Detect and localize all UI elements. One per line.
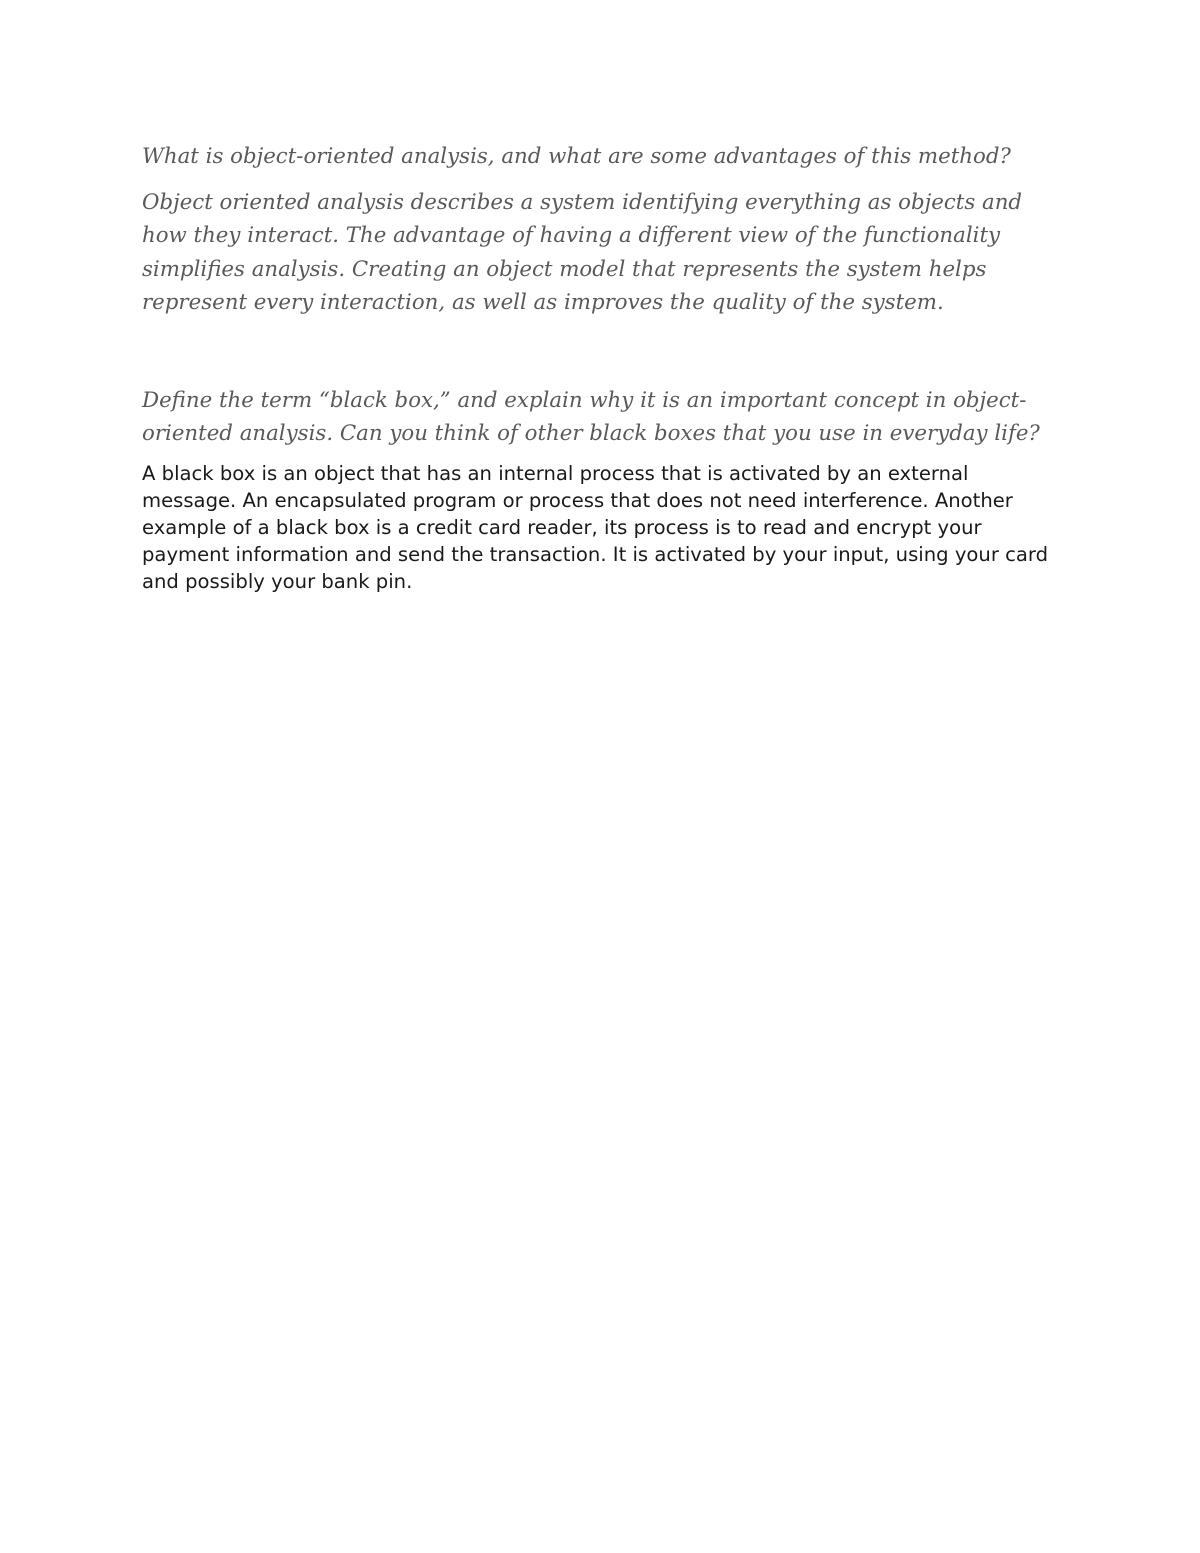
- question-1: What is object-oriented analysis, and what are some advantages of this method?: [142, 144, 1011, 169]
- document-body: [142, 140, 1062, 595]
- answer-2: A black box is an object that has an internal process that is activated by an external message. An encapsulated program or process that does not need interference. Another example of a black box is a credit card reader, its process is to read and encrypt your payment information and send the transaction. It is activated by your input, using your card and possibly your bank pin.: [142, 461, 1049, 593]
- question-2: Define the term “black box,” and explain why it is an important concept in object-oriented analysis. Can you think of other black boxes that you use in everyday life?: [142, 387, 1040, 446]
- answer-1: Object oriented analysis describes a system identifying everything as objects and how they interact. The advantage of having a different view of the functionality simplifies analysis. Creating an object model that represents the system helps represent every interaction, as well as improves the quality of the system.: [142, 189, 1023, 315]
